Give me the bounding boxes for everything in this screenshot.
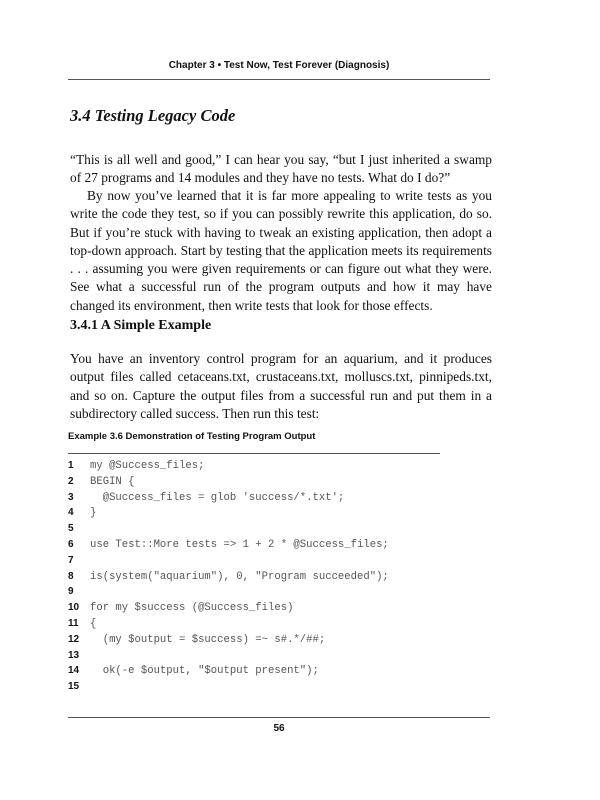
code-line [68, 648, 488, 664]
footer-rule [68, 717, 490, 718]
subsection-title: 3.4.1 A Simple Example [70, 318, 212, 333]
section-title: 3.4 Testing Legacy Code [70, 106, 236, 125]
code-text: (my $output = $success) =~ s#.*/##; [90, 633, 326, 646]
line-number: 12 [68, 633, 80, 645]
code-text: { [90, 617, 97, 630]
line-number: 15 [68, 681, 80, 693]
code-text: } [90, 507, 97, 520]
code-text: for my $success (@Success_files) [90, 602, 294, 615]
line-number: 9 [68, 586, 74, 598]
line-number: 10 [68, 602, 80, 614]
code-line [68, 474, 488, 490]
line-number: 7 [68, 554, 74, 566]
code-line [68, 679, 488, 695]
code-line [68, 505, 488, 521]
code-line [68, 458, 488, 474]
code-text: @Success_files = glob 'success/*.txt'; [90, 491, 345, 504]
running-head: Chapter 3 • Test Now, Test Forever (Diagnosis) [168, 60, 390, 71]
code-line [68, 616, 488, 632]
code-text: ok(-e $output, "$output present"); [90, 665, 319, 678]
code-line [68, 553, 488, 569]
code-text: BEGIN { [90, 475, 135, 488]
line-number: 2 [68, 475, 74, 487]
code-line [68, 584, 488, 600]
line-number: 3 [68, 491, 74, 503]
line-number: 14 [68, 665, 80, 677]
line-number: 5 [68, 523, 74, 535]
header-rule [68, 79, 490, 80]
code-line [68, 569, 488, 585]
line-number: 8 [68, 570, 74, 582]
code-text: is(system("aquarium"), 0, "Program succeeded"); [90, 570, 389, 583]
code-line [68, 537, 488, 553]
code-text: my @Success_files; [90, 460, 205, 472]
line-number: 11 [68, 617, 79, 629]
line-number: 6 [68, 538, 74, 550]
code-listing [68, 458, 488, 695]
body-paragraph: You have an inventory control program for an aquarium, and it produces output files called cetaceans.txt, crustaceans.txt, molluscs.txt, pinnipeds.txt, and so on. Capture the output files from a successful run and put them in a subdirectory called success. Then run this test: [70, 351, 492, 421]
code-line [68, 521, 488, 537]
example-caption: Example 3.6 Demonstration of Testing Program Output [68, 431, 316, 442]
code-line [68, 600, 488, 616]
code-text: use Test::More tests => 1 + 2 * @Success_files; [90, 538, 389, 551]
code-line [68, 490, 488, 506]
page-number: 56 [273, 723, 285, 734]
line-number: 13 [68, 649, 80, 661]
code-line [68, 663, 488, 679]
line-number: 1 [68, 460, 74, 471]
example-rule [68, 453, 440, 454]
code-line [68, 632, 488, 648]
body-paragraph: By now you’ve learned that it is far more appealing to write tests as you write the code they test, so if you can possibly rewrite this application, do so. But if you’re stuck with having to tweak an existing application, then adopt a top-down approach. Start by testing that the application meets its requirements . . . assuming you were given requirements or can figure out what they were. See what a successful run of the program outputs and how it may have changed its environment, then write tests that look for those effects. [70, 188, 492, 313]
body-paragraph: “This is all well and good,” I can hear you say, “but I just inherited a swamp of 27 programs and 14 modules and they have no tests. What do I do?” [70, 152, 492, 186]
line-number: 4 [68, 507, 74, 519]
